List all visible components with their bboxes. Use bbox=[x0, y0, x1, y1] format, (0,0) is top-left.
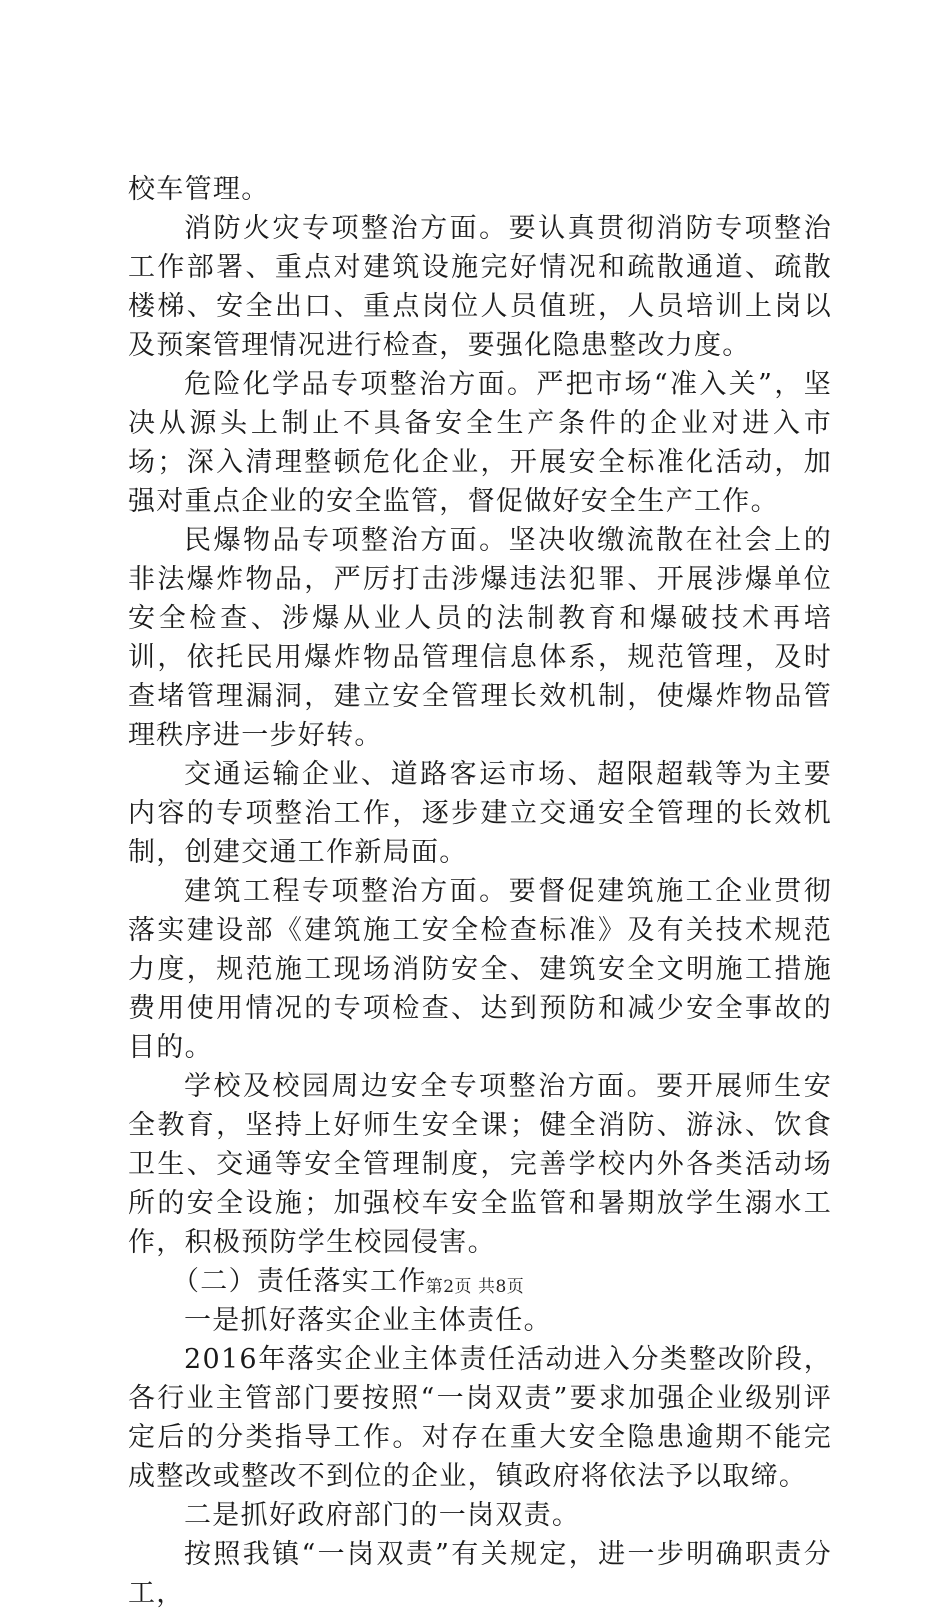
page-number-footer: 第2页 共8页 bbox=[425, 1277, 525, 1297]
paragraph-enterprise-responsibility: 2016年落实企业主体责任活动进入分类整改阶段，各行业主管部门要按照“一岗双责”要求加强企业级别评定后的分类指导工作。对存在重大安全隐患逾期不能完成整改或整改不到位的企业，镇政府将依法予以取缔。 bbox=[128, 1344, 832, 1492]
document-body bbox=[128, 170, 832, 1613]
paragraph-government-responsibility: 按照我镇“一岗双责”有关规定，进一步明确职责分工， bbox=[128, 1539, 832, 1609]
paragraph-fire-safety: 消防火灾专项整治方面。要认真贯彻消防专项整治工作部署、重点对建筑设施完好情况和疏散通道、疏散楼梯、安全出口、重点岗位人员值班，人员培训上岗以及预案管理情况进行检查，要强化隐患整改力度。 bbox=[128, 213, 832, 361]
paragraph-government-responsibility-heading: 二是抓好政府部门的一岗双责。 bbox=[184, 1500, 581, 1531]
paragraph-civil-explosives: 民爆物品专项整治方面。坚决收缴流散在社会上的非法爆炸物品，严厉打击涉爆违法犯罪、开展涉爆单位安全检查、涉爆从业人员的法制教育和爆破技术再培训，依托民用爆炸物品管理信息体系，规范管理，及时查堵管理漏洞，建立安全管理长效机制，使爆炸物品管理秩序进一步好转。 bbox=[128, 525, 832, 751]
paragraph-construction: 建筑工程专项整治方面。要督促建筑施工企业贯彻落实建设部《建筑施工安全检查标准》及有关技术规范力度，规范施工现场消防安全、建筑安全文明施工措施费用使用情况的专项检查、达到预防和减少安全事故的目的。 bbox=[128, 876, 832, 1063]
paragraph-enterprise-responsibility-heading: 一是抓好落实企业主体责任。 bbox=[184, 1305, 552, 1336]
paragraph-school-bus-continuation: 校车管理。 bbox=[128, 174, 270, 205]
paragraph-hazardous-chemicals: 危险化学品专项整治方面。严把市场“准入关”，坚决从源头上制止不具备安全生产条件的企业对进入市场；深入清理整顿危化企业，开展安全标准化活动，加强对重点企业的安全监管，督促做好安全生产工作。 bbox=[128, 369, 832, 517]
paragraph-campus-safety: 学校及校园周边安全专项整治方面。要开展师生安全教育，坚持上好师生安全课；健全消防、游泳、饮食卫生、交通等安全管理制度，完善学校内外各类活动场所的安全设施；加强校车安全监管和暑期放学生溺水工作，积极预防学生校园侵害。 bbox=[128, 1071, 832, 1258]
paragraph-transportation: 交通运输企业、道路客运市场、超限超载等为主要内容的专项整治工作，逐步建立交通安全管理的长效机制，创建交通工作新局面。 bbox=[128, 759, 832, 868]
section-heading-responsibility: （二）责任落实工作 bbox=[172, 1266, 427, 1297]
